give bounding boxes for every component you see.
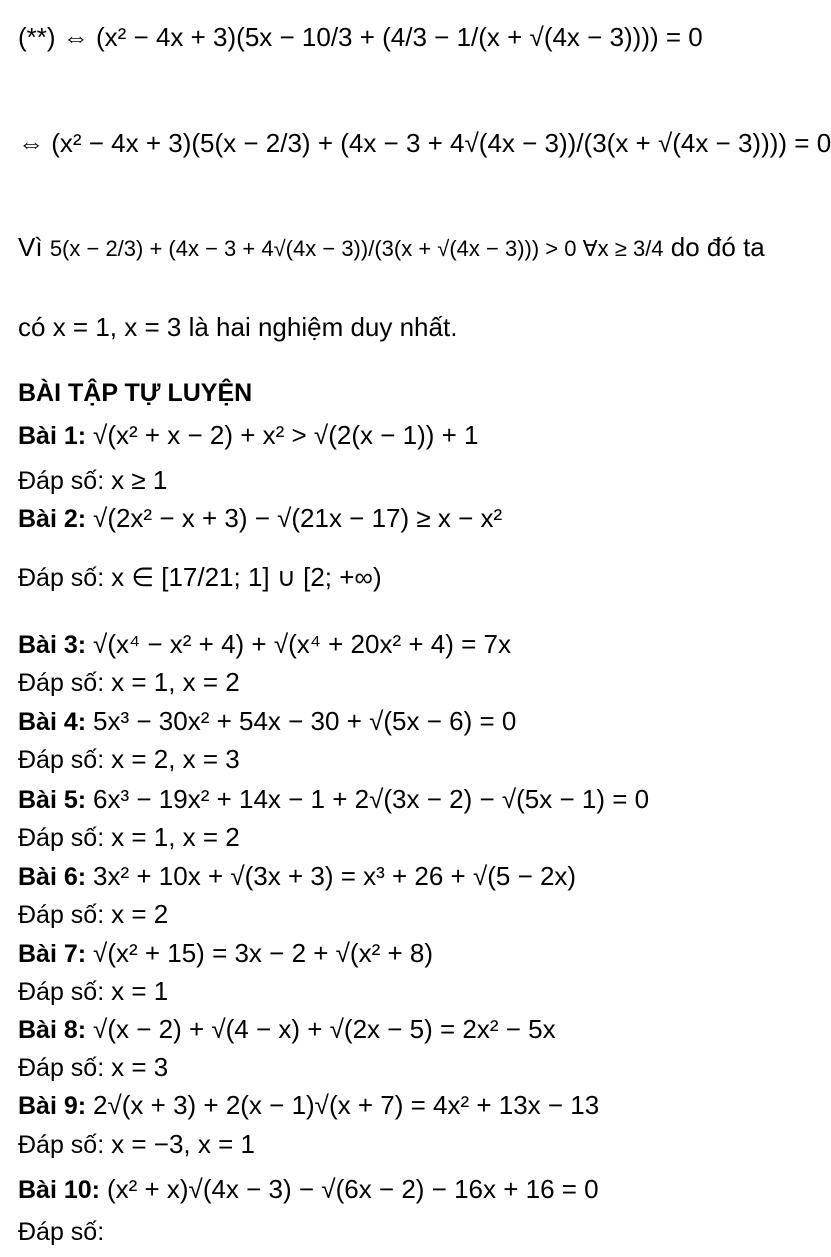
answer-value: x = 2, x = 3 [111,744,240,774]
answer-value: x = −3, x = 1 [111,1129,255,1159]
answer-label: Đáp số: [18,824,105,852]
line4-expression: x = 1, x = 3 [52,312,182,342]
exercise-problem: 6x³ − 19x² + 14x − 1 + 2√(3x − 2) − √(5x − 1) = 0 [93,784,650,814]
line4-suffix: là hai nghiệm duy nhất. [188,312,458,342]
exercise-label: Bài 7: [18,940,87,968]
exercise-problem: 2√(x + 3) + 2(x − 1)√(x + 7) = 4x² + 13x − 13 [93,1090,600,1120]
answer-label: Đáp số: [18,1054,105,1082]
exercise-label: Bài 4: [18,708,87,736]
exercise-8 [18,1014,556,1045]
exercise-label: Bài 10: [18,1176,100,1204]
answer-3 [18,667,240,698]
exercise-label: Bài 5: [18,786,87,814]
answer-value: x = 3 [111,1052,169,1082]
answer-4 [18,744,240,775]
exercise-label: Bài 9: [18,1092,87,1120]
line3-suffix: do đó ta [670,232,765,262]
answer-8 [18,1052,168,1083]
exercise-problem: (x² + x)√(4x − 3) − √(6x − 2) − 16x + 16 = 0 [106,1174,599,1204]
line3-expression: 5(x − 2/3) + (4x − 3 + 4√(4x − 3))/(3(x + √(4x − 3))) > 0 ∀x ≥ 3/4 [49,236,664,261]
derivation-line-2: ⇔ (x² − 4x + 3)(5(x − 2/3) + (4x − 3 + 4√(4x − 3))/(3(x + √(4x − 3)))) = 0 [18,128,831,158]
answer-value: x = 1, x = 2 [111,667,240,697]
answer-value: x ≥ 1 [111,465,168,495]
exercise-label: Bài 8: [18,1016,87,1044]
answer-2 [18,562,382,593]
section-title: BÀI TẬP TỰ LUYỆN [18,379,253,407]
exercise-5 [18,784,649,815]
exercise-problem: √(x⁴ − x² + 4) + √(x⁴ + 20x² + 4) = 7x [93,629,511,659]
exercise-problem: √(2x² − x + 3) − √(21x − 17) ≥ x − x² [93,503,503,533]
answer-value: x ∈ [17/21; 1] ∪ [2; +∞) [111,562,382,592]
answer-label: Đáp số: [18,1131,105,1159]
exercise-problem: 5x³ − 30x² + 54x − 30 + √(5x − 6) = 0 [93,706,517,736]
answer-label: Đáp số: [18,746,105,774]
answer-6 [18,899,168,930]
answer-1 [18,465,167,496]
answer-value: x = 1 [111,976,169,1006]
exercise-4 [18,706,516,737]
answer-5 [18,822,240,853]
answer-value: x = 2 [111,899,169,929]
line3-prefix: Vì [18,232,43,262]
exercise-2 [18,503,502,534]
answer-label: Đáp số: [18,467,105,495]
exercise-label: Bài 3: [18,631,87,659]
answer-label: Đáp số: [18,564,105,592]
exercise-problem: √(x² + x − 2) + x² > √(2(x − 1)) + 1 [93,420,479,450]
exercise-label: Bài 1: [18,422,87,450]
answer-9 [18,1129,255,1160]
answer-label: Đáp số: [18,901,105,929]
answer-label: Đáp số: [18,978,105,1006]
exercise-problem: √(x² + 15) = 3x − 2 + √(x² + 8) [93,938,433,968]
exercise-problem: √(x − 2) + √(4 − x) + √(2x − 5) = 2x² − 5x [93,1014,556,1044]
answer-7 [18,976,168,1007]
answer-label: Đáp số: [18,669,105,697]
exercise-label: Bài 2: [18,505,87,533]
answer-value: x = 1, x = 2 [111,822,240,852]
exercise-problem: 3x² + 10x + √(3x + 3) = x³ + 26 + √(5 − 2x) [93,861,577,891]
exercise-10 [18,1174,599,1205]
exercise-1 [18,420,478,451]
exercise-7 [18,938,433,969]
exercise-6 [18,861,576,892]
line4-prefix: có [18,312,46,342]
exercise-3 [18,629,511,660]
answer-label: Đáp số: [18,1218,105,1246]
answer-10 [18,1216,104,1247]
exercise-label: Bài 6: [18,863,87,891]
derivation-line-1: (**) ⇔ (x² − 4x + 3)(5x − 10/3 + (4/3 − 1/(x + √(4x − 3)))) = 0 [18,22,703,52]
exercise-9 [18,1090,599,1121]
derivation-line-4 [18,312,457,342]
derivation-line-3 [18,232,765,264]
